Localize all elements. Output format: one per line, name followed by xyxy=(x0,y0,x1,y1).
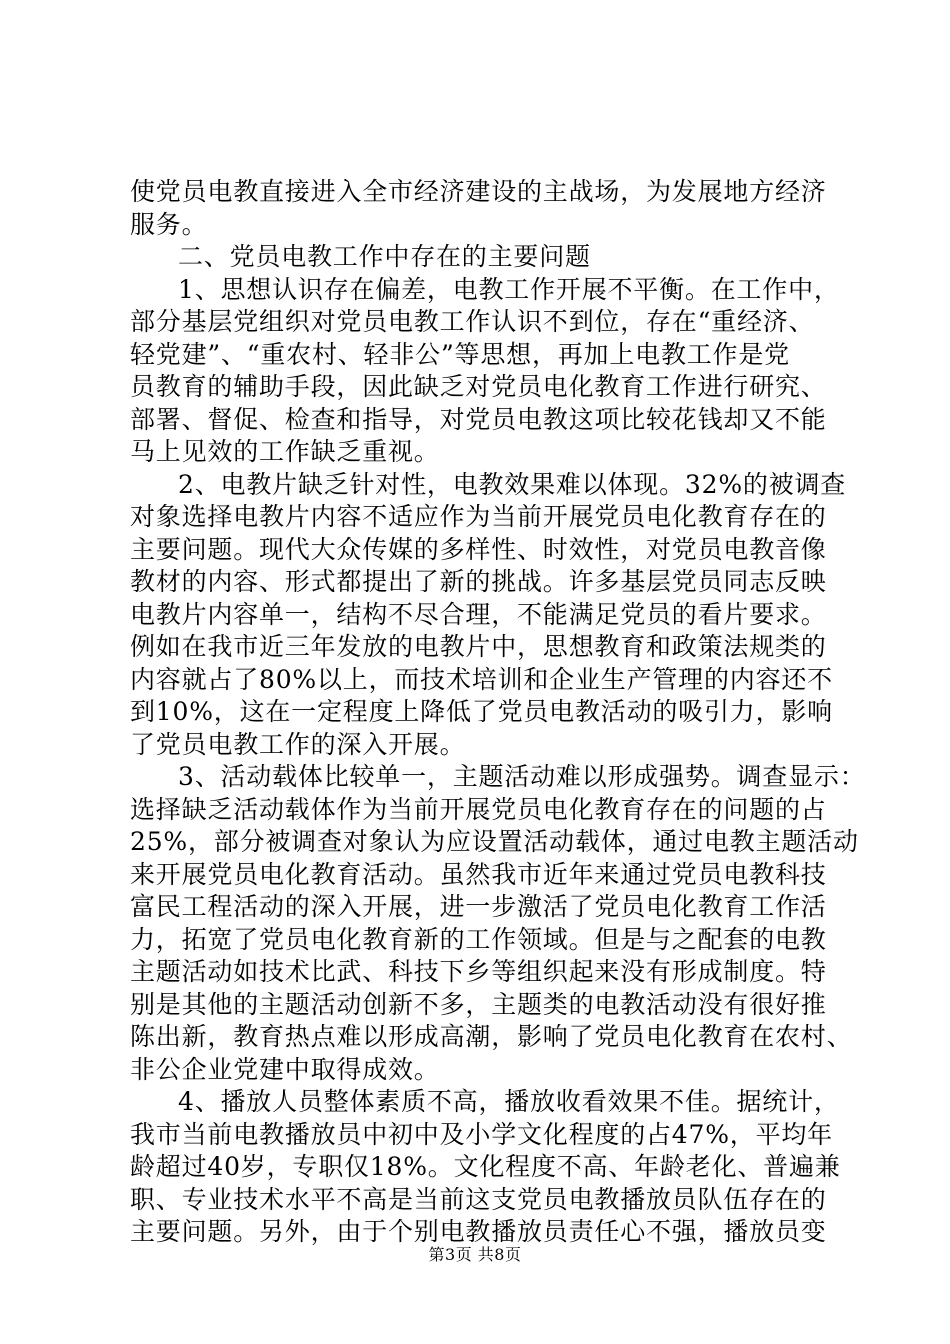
text-line: 我市当前电教播放员中初中及小学文化程度的占47%，平均年 xyxy=(130,1119,833,1149)
text-line: 内容就占了80%以上，而技术培训和企业生产管理的内容还不 xyxy=(130,664,833,694)
text-line: 员教育的辅助手段，因此缺乏对党员电化教育工作进行研究、 xyxy=(130,372,827,401)
text-line: 主要问题。另外，由于个别电教播放员责任心不强，播放员变 xyxy=(130,1217,827,1246)
text-line: 到10%，这在一定程度上降低了党员电教活动的吸引力，影响 xyxy=(130,697,833,726)
text-line: 主题活动如技术比武、科技下乡等组织起来没有形成制度。特 xyxy=(130,957,827,986)
text-line: 力，拓宽了党员电化教育新的工作领域。但是与之配套的电教 xyxy=(130,924,827,954)
text-line: 对象选择电教片内容不适应作为当前开展党员电化教育存在的 xyxy=(130,502,827,531)
text-line: 教材的内容、形式都提出了新的挑战。许多基层党员同志反映 xyxy=(130,567,827,596)
text-line: 非公企业党建中取得成效。 xyxy=(130,1054,440,1084)
paragraph-start-line: 1、思想认识存在偏差，电教工作开展不平衡。在工作中， xyxy=(178,274,840,304)
text-line: 部分基层党组织对党员电教工作认识不到位，存在“重经济、 xyxy=(130,307,815,336)
text-line: 来开展党员电化教育活动。虽然我市近年来通过党员电教科技 xyxy=(130,859,827,889)
text-line: 富民工程活动的深入开展，进一步激活了党员电化教育工作活 xyxy=(130,892,827,921)
text-line: 别是其他的主题活动创新不多，主题类的电教活动没有很好推 xyxy=(130,989,827,1019)
text-line: 龄超过40岁，专职仅18%。文化程度不高、年龄老化、普遍兼 xyxy=(130,1152,841,1181)
text-line: 马上见效的工作缺乏重视。 xyxy=(130,437,440,466)
text-line: 25%，部分被调查对象认为应设置活动载体，通过电教主题活动 xyxy=(130,827,859,856)
paragraph-start-line: 3、活动载体比较单一，主题活动难以形成强势。调查显示： xyxy=(178,762,866,791)
text-line: 轻党建”、“重农村、轻非公”等思想，再加上电教工作是党 xyxy=(130,339,790,369)
text-line: 例如在我市近三年发放的电教片中，思想教育和政策法规类的 xyxy=(130,632,827,661)
text-line: 陈出新，教育热点难以形成高潮，影响了党员电化教育在农村、 xyxy=(130,1022,853,1051)
text-line: 了党员电教工作的深入开展。 xyxy=(130,729,466,759)
text-line: 职、专业技术水平不高是当前这支党员电教播放员队伍存在的 xyxy=(130,1184,827,1214)
text-line: 部署、督促、检查和指导，对党员电教这项比较花钱却又不能 xyxy=(130,404,827,434)
text-line: 选择缺乏活动载体作为当前开展党员电化教育存在的问题的占 xyxy=(130,794,827,824)
paragraph-start-line: 二、党员电教工作中存在的主要问题 xyxy=(178,242,591,271)
text-line: 主要问题。现代大众传媒的多样性、时效性，对党员电教音像 xyxy=(130,534,827,564)
text-line: 服务。 xyxy=(130,209,208,239)
paragraph-start-line: 4、播放人员整体素质不高，播放收看效果不佳。据统计， xyxy=(178,1087,840,1116)
document-body xyxy=(130,176,866,1249)
text-line: 电教片内容单一，结构不尽合理，不能满足党员的看片要求。 xyxy=(130,599,827,629)
paragraph-start-line: 2、电教片缺乏针对性，电教效果难以体现。32%的被调查 xyxy=(178,469,847,499)
text-line: 使党员电教直接进入全市经济建设的主战场，为发展地方经济 xyxy=(130,177,827,206)
page-footer: 第3页 共8页 xyxy=(428,1245,522,1264)
